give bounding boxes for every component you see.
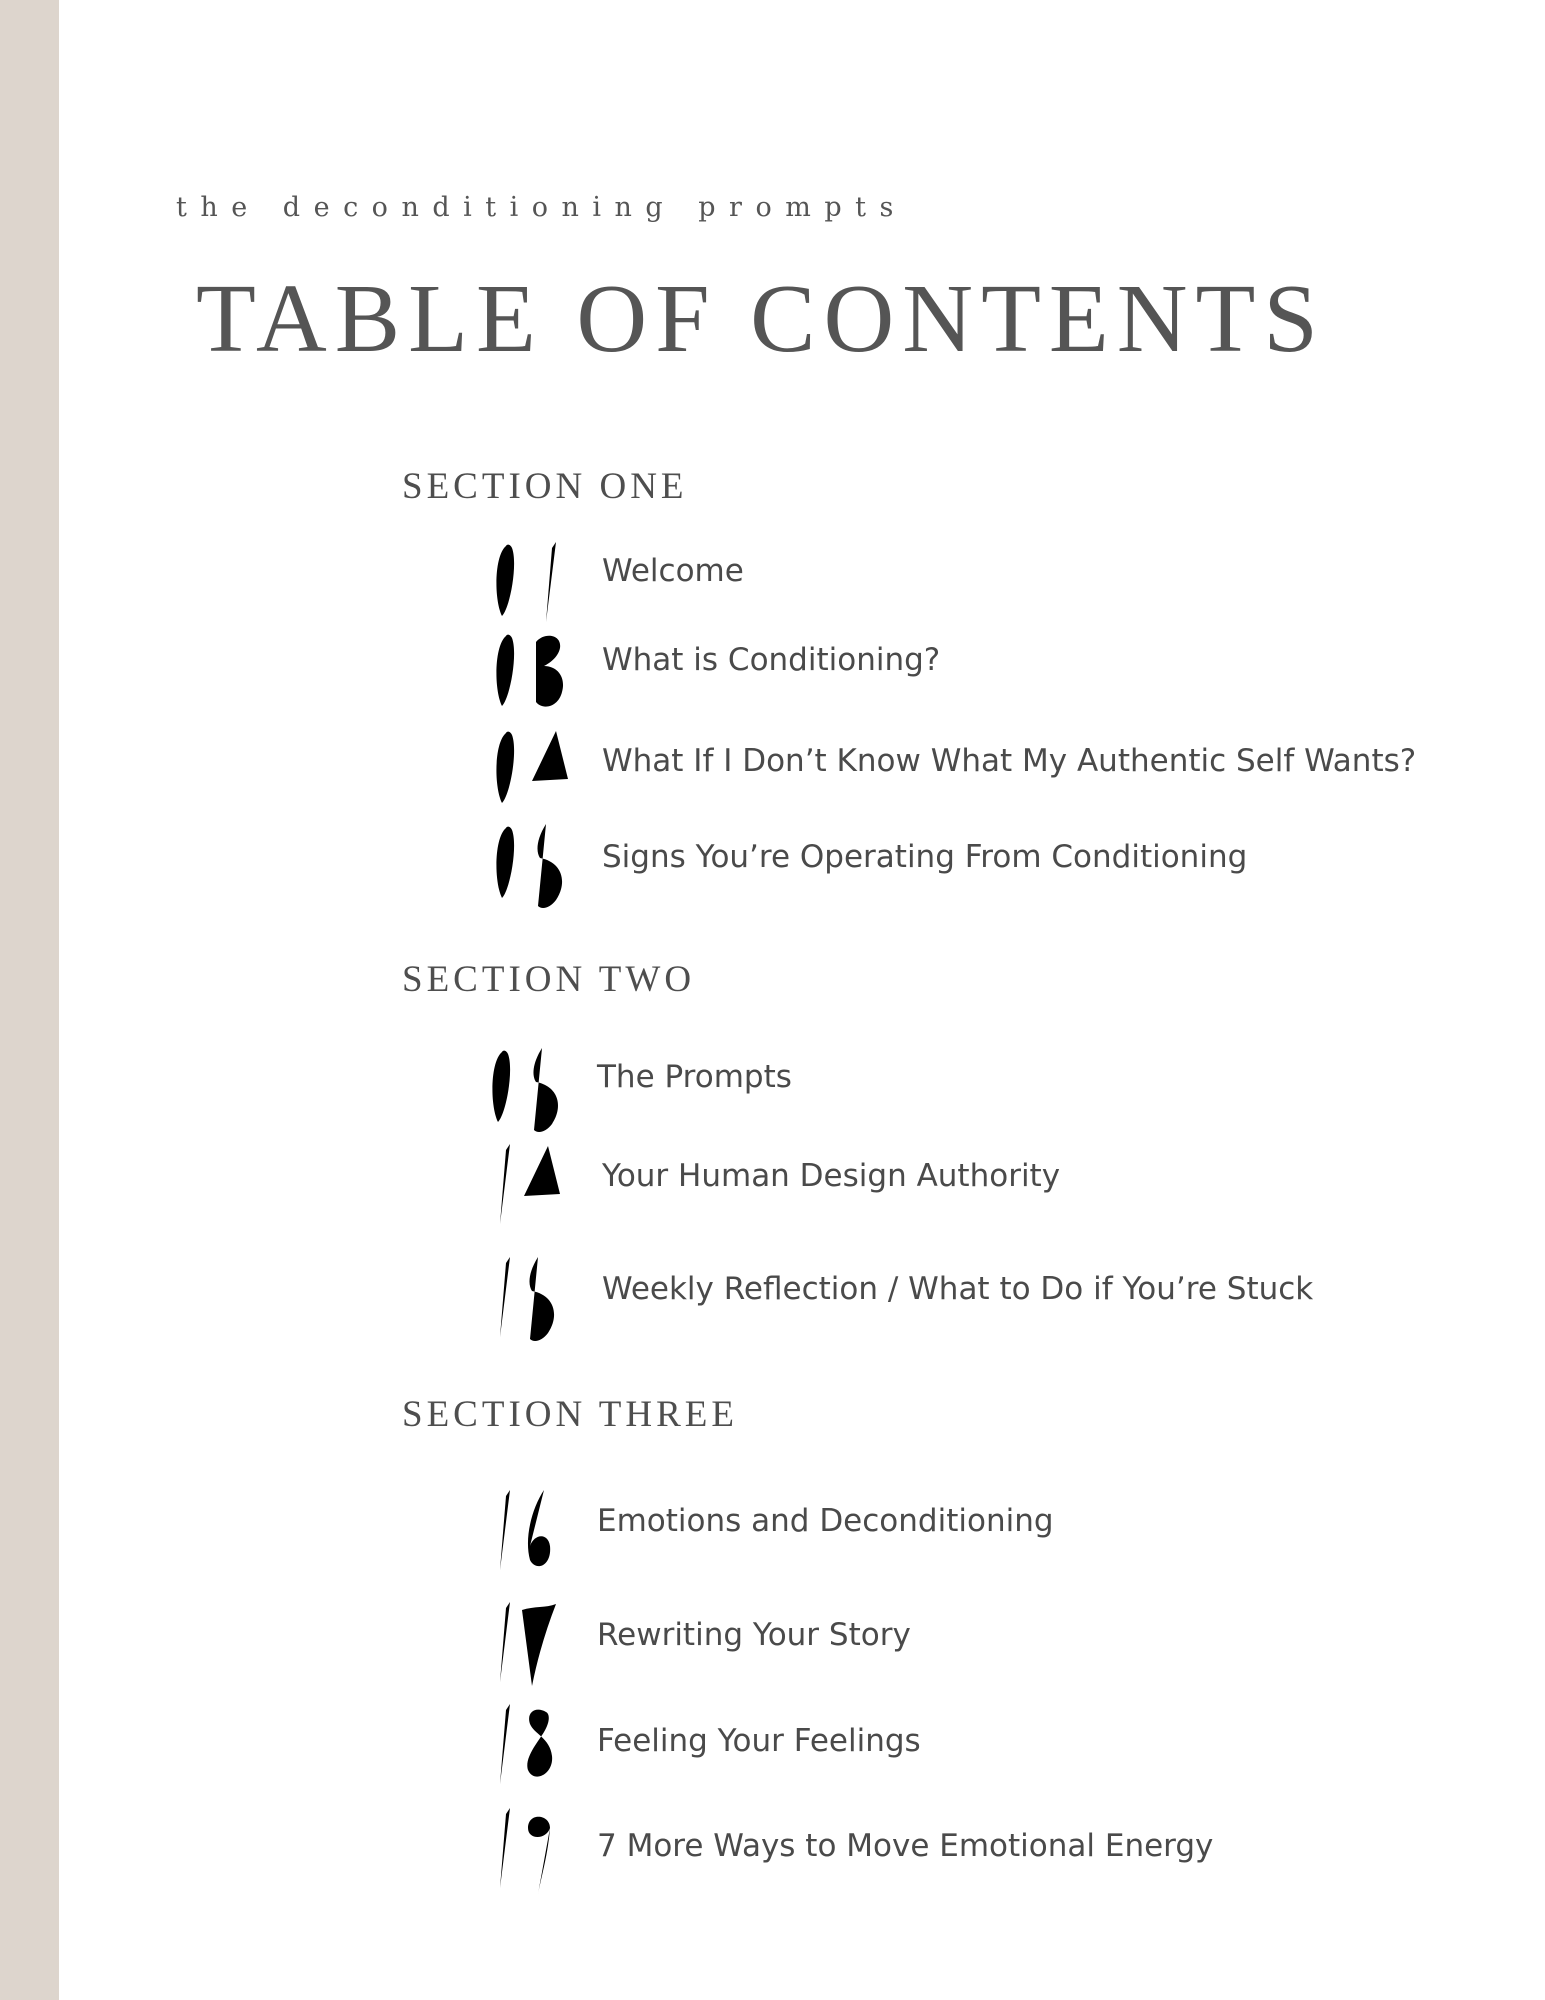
section-one-heading: SECTION ONE [402, 466, 688, 507]
entry-label: 7 More Ways to Move Emotional Energy [597, 1828, 1214, 1864]
page-number-numeral [488, 630, 578, 718]
entry-label: Weekly Reflection / What to Do if You’re Stuck [602, 1271, 1314, 1307]
document-kicker: the deconditioning prompts [176, 192, 907, 223]
page-number-numeral [484, 1702, 574, 1790]
page-number-numeral [488, 822, 578, 910]
section-two-heading: SECTION TWO [402, 959, 696, 1000]
entry-label: What If I Don’t Know What My Authentic Self Wants? [602, 743, 1417, 779]
entry-label: Welcome [602, 553, 744, 589]
entry-label: Signs You’re Operating From Conditioning [602, 839, 1248, 875]
entry-label: Your Human Design Authority [602, 1158, 1061, 1194]
page-number-numeral [484, 1255, 574, 1343]
page-number-numeral [488, 727, 578, 815]
page-number-numeral [484, 1600, 574, 1688]
entry-label: Feeling Your Feelings [597, 1723, 921, 1759]
page-number-numeral [484, 1488, 574, 1576]
section-three-heading: SECTION THREE [402, 1394, 739, 1435]
entry-label: Rewriting Your Story [597, 1617, 911, 1653]
page-number-numeral [484, 1806, 574, 1894]
page-number-numeral [488, 540, 578, 628]
entry-label: The Prompts [597, 1059, 792, 1095]
side-band [0, 0, 59, 2000]
page-title: TABLE OF CONTENTS [196, 265, 1326, 373]
page-number-numeral [484, 1046, 574, 1134]
entry-label: Emotions and Deconditioning [597, 1503, 1054, 1539]
page-number-numeral [484, 1142, 574, 1230]
entry-label: What is Conditioning? [602, 642, 941, 678]
